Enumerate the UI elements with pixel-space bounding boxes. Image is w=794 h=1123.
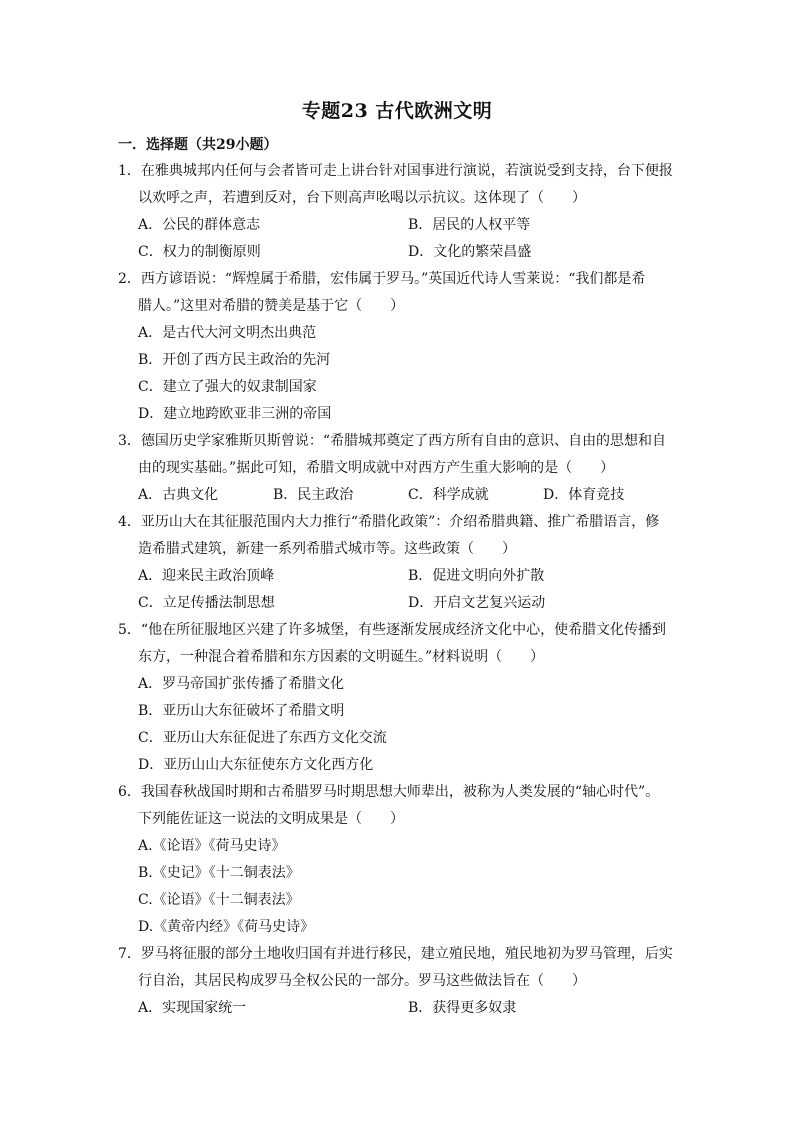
option-row xyxy=(138,320,678,347)
option-row xyxy=(138,239,678,266)
answer-options xyxy=(118,671,678,779)
question-stem-line: 下列能佐证这一说法的文明成果是（ ） xyxy=(138,811,404,827)
question-2 xyxy=(118,266,678,428)
option-row xyxy=(138,752,678,779)
answer-option[interactable]: C．立足传播法制思想 xyxy=(138,595,275,611)
answer-option[interactable]: D.《黄帝内经》《荷马史诗》 xyxy=(138,919,315,935)
answer-option[interactable]: D．文化的繁荣昌盛 xyxy=(408,244,532,260)
answer-options xyxy=(118,482,678,509)
question-stem-line: 3．德国历史学家雅斯贝斯曾说：“希腊城邦奠定了西方所有自由的意识、自由的思想和自 xyxy=(118,433,667,449)
answer-option[interactable]: B．促进文明向外扩散 xyxy=(408,568,545,584)
option-row xyxy=(138,860,678,887)
answer-option[interactable]: D．开启文艺复兴运动 xyxy=(408,595,546,611)
answer-option[interactable]: B．亚历山大东征破坏了希腊文明 xyxy=(138,703,345,719)
question-5 xyxy=(118,617,678,779)
answer-options xyxy=(118,320,678,428)
answer-option[interactable]: A．公民的群体意志 xyxy=(138,217,261,233)
page-title: 专题23 古代欧洲文明 xyxy=(301,100,493,122)
answer-option[interactable]: A.《论语》《荷马史诗》 xyxy=(138,838,286,854)
answer-option[interactable]: B．民主政治 xyxy=(273,487,354,503)
option-row xyxy=(138,374,678,401)
option-row xyxy=(138,590,678,617)
section-heading: 一．选择题（共29小题） xyxy=(118,137,278,153)
answer-options xyxy=(118,833,678,941)
answer-option[interactable]: B．获得更多奴隶 xyxy=(408,1000,517,1016)
question-4 xyxy=(118,509,678,617)
question-stem-line: 7．罗马将征服的部分土地收归国有并进行移民，建立殖民地，殖民地初为罗马管理，后实 xyxy=(118,946,673,962)
option-row xyxy=(138,482,678,509)
option-row xyxy=(138,887,678,914)
question-stem-line: 造希腊式建筑，新建一系列希腊式城市等。这些政策（ ） xyxy=(138,541,516,557)
question-stem-line: 6．我国春秋战国时期和古希腊罗马时期思想大师辈出，被称为人类发展的“轴心时代”。 xyxy=(118,784,660,800)
question-1 xyxy=(118,158,678,266)
option-row xyxy=(138,914,678,941)
answer-option[interactable]: A．迎来民主政治顶峰 xyxy=(138,568,275,584)
question-3 xyxy=(118,428,678,509)
question-stem-line: 由的现实基础。”据此可知，希腊文明成就中对西方产生重大影响的是（ ） xyxy=(138,460,615,476)
option-row xyxy=(138,671,678,698)
question-stem-line: 行自治，其居民构成罗马全权公民的一部分。罗马这些做法旨在（ ） xyxy=(138,973,586,989)
answer-option[interactable]: A．古典文化 xyxy=(138,487,219,503)
answer-option[interactable]: D．亚历山山大东征使东方文化西方化 xyxy=(138,757,374,773)
answer-option[interactable]: B．开创了西方民主政治的先河 xyxy=(138,352,331,368)
question-list xyxy=(118,158,678,1022)
answer-option[interactable]: C．权力的制衡原则 xyxy=(138,244,261,260)
question-6 xyxy=(118,779,678,941)
answer-option[interactable]: D．体育竞技 xyxy=(543,487,625,503)
question-stem-line: 东方，一种混合着希腊和东方因素的文明诞生。”材料说明（ ） xyxy=(138,649,545,665)
option-row xyxy=(138,347,678,374)
answer-options xyxy=(118,212,678,266)
option-row xyxy=(138,995,678,1022)
option-row xyxy=(138,725,678,752)
answer-option[interactable]: C．亚历山大东征促进了东西方文化交流 xyxy=(138,730,387,746)
option-row xyxy=(138,563,678,590)
answer-option[interactable]: B.《史记》《十二铜表法》 xyxy=(138,865,300,881)
answer-options xyxy=(118,563,678,617)
answer-option[interactable]: A．是古代大河文明杰出典范 xyxy=(138,325,317,341)
option-row xyxy=(138,698,678,725)
option-row xyxy=(138,401,678,428)
question-stem-line: 5．“他在所征服地区兴建了许多城堡，有些逐渐发展成经济文化中心，使希腊文化传播到 xyxy=(118,622,667,638)
answer-option[interactable]: A．罗马帝国扩张传播了希腊文化 xyxy=(138,676,345,692)
option-row xyxy=(138,212,678,239)
question-stem-line: 腊人。”这里对希腊的赞美是基于它（ ） xyxy=(138,298,405,314)
answer-option[interactable]: C．建立了强大的奴隶制国家 xyxy=(138,379,317,395)
question-stem-line: 1．在雅典城邦内任何与会者皆可走上讲台针对国事进行演说，若演说受到支持，台下便报 xyxy=(118,163,673,179)
question-stem-line: 以欢呼之声，若遭到反对，台下则高声吆喝以示抗议。这体现了（ ） xyxy=(138,190,586,206)
answer-option[interactable]: C.《论语》《十二铜表法》 xyxy=(138,892,300,908)
answer-option[interactable]: D．建立地跨欧亚非三洲的帝国 xyxy=(138,406,332,422)
question-stem-line: 4．亚历山大在其征服范围内大力推行“希腊化政策”：介绍希腊典籍、推广希腊语言，修 xyxy=(118,514,660,530)
answer-option[interactable]: B．居民的人权平等 xyxy=(408,217,531,233)
question-stem-line: 2．西方谚语说：“辉煌属于希腊，宏伟属于罗马。”英国近代诗人雪莱说：“我们都是希 xyxy=(118,271,646,287)
answer-option[interactable]: A．实现国家统一 xyxy=(138,1000,247,1016)
question-7 xyxy=(118,941,678,1022)
answer-option[interactable]: C．科学成就 xyxy=(408,487,489,503)
answer-options xyxy=(118,995,678,1022)
option-row xyxy=(138,833,678,860)
